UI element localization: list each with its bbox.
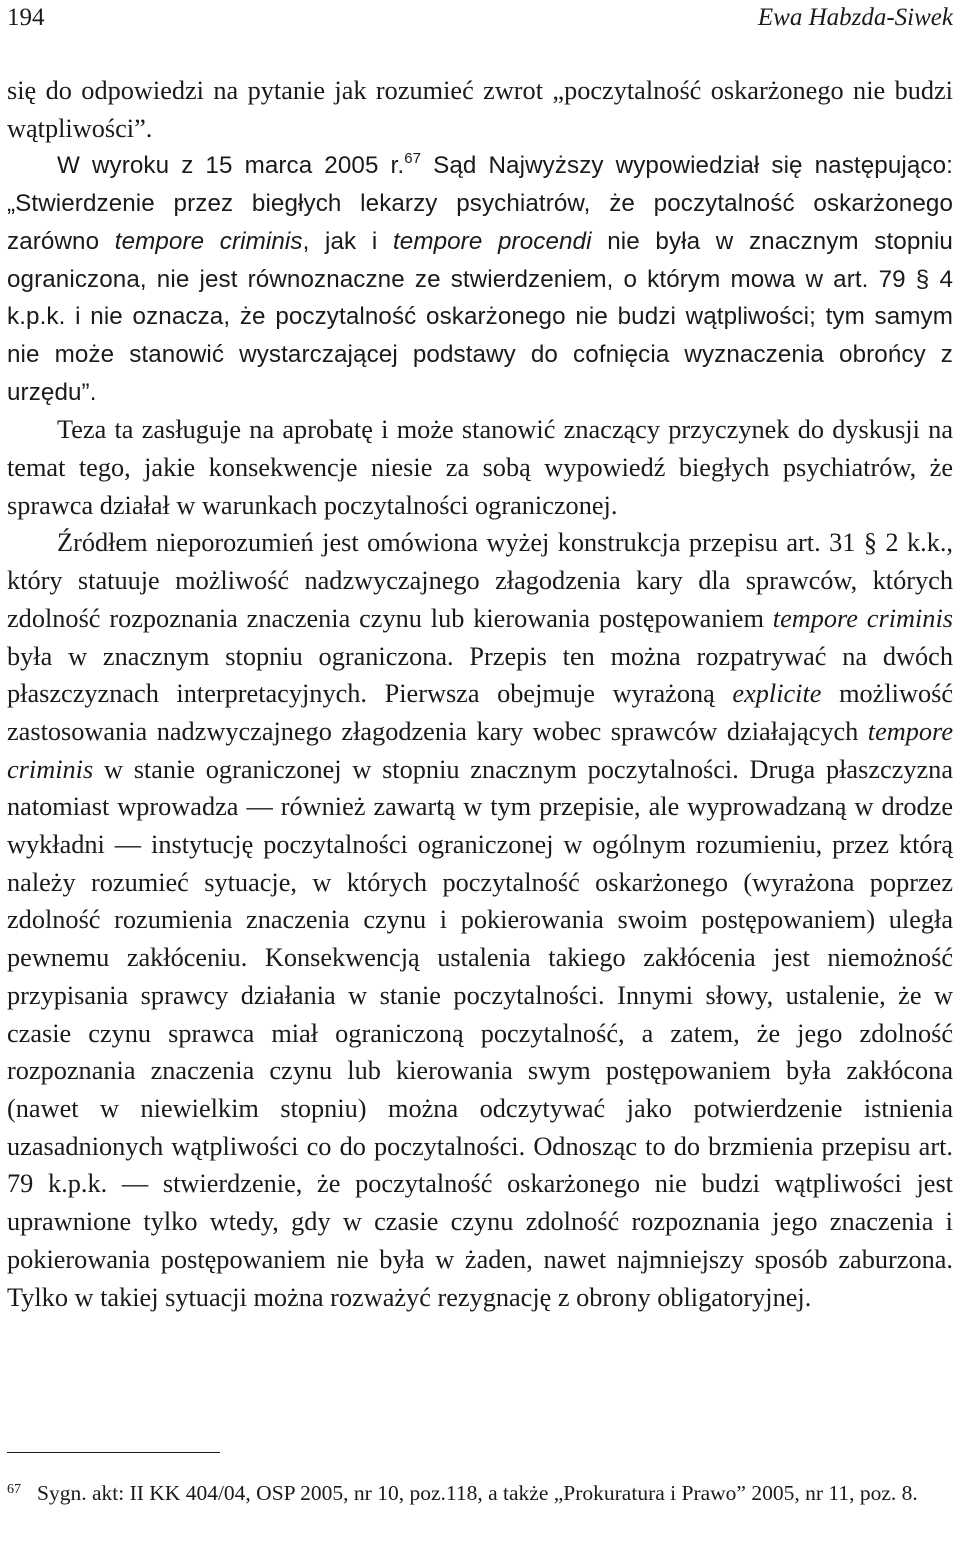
footnote-divider (7, 1452, 220, 1453)
page-number: 194 (7, 4, 45, 31)
paragraph-4-text-b: była w znacznym stopniu ograniczona. Przepis ten można rozpatrywać na dwóch płaszczyznach interpretacyjnych. Pierwsza obejmuje wyrażoną (7, 641, 953, 709)
paragraph-4-italic-3: tempore criminis (7, 716, 953, 784)
paragraph-1-text: się do odpowiedzi na pytanie jak rozumieć zwrot „poczytalność oskarżonego nie budzi wątpliwości”. (7, 76, 953, 143)
paragraph-2-text-a: W wyroku z 15 marca 2005 r. (57, 152, 405, 180)
document-page (7, 0, 953, 1544)
paragraph-4-italic-1: tempore criminis (772, 603, 953, 633)
paragraph-3 (7, 411, 953, 524)
footnote-number: 67 (7, 1482, 21, 1497)
page-header (7, 2, 953, 34)
paragraph-2-text-c: , jak i (302, 227, 393, 255)
footnote-67 (7, 1478, 953, 1508)
paragraph-4-italic-2: explicite (732, 679, 822, 709)
paragraph-4-text-c: możliwość zastosowania nadzwyczajnego złagodzenia kary wobec sprawców działających (7, 679, 954, 746)
paragraph-1 (7, 72, 953, 147)
paragraph-4-text-d: w stanie ograniczonej w stopniu znacznym poczytalności. Druga płaszczyzna natomiast wprowadza — również zawartą w tym przepisie, ale wyprowadzaną w drodze wykładni — instytucję poczytalności ograniczonej w ogólnym rozumieniu, przez którą należy rozumieć sytuacje, w których poczytalność oskarżonego (wyrażona poprzez zdolność rozumienia znaczenia czynu i pokierowania swoim postępowaniem) uległa pewnemu zakłóceniu. Konsekwencją ustalenia takiego zakłócenia jest niemożność przypisania sprawcy działania w stanie poczytalności. Innymi słowy, ustalenie, że w czasie czynu sprawca miał ograniczoną poczytalność, a zatem, że jego zdolność rozpoznania znaczenia czynu lub kierowania swym postępowaniem była zakłócona (nawet w niewielkim stopniu) można odczytywać jako potwierdzenie istnienia uzasadnionych wątpliwości co do poczytalności. Odnosząc to do brzmienia przepisu art. 79 k.p.k. — stwierdzenie, że poczytalność oskarżonego nie budzi wątpliwości jest uprawnione tylko wtedy, gdy w czasie czynu zdolność rozpoznania jego znaczenia i pokierowania postępowaniem nie była w żaden, nawet najmniejszy sposób zaburzona. Tylko w takiej sytuacji można rozważyć rezygnację z obrony obligatoryjnej. (7, 754, 953, 1312)
paragraph-2-text-b: Sąd Najwyższy wypowiedział się następująco: „Stwierdzenie przez biegłych lekarzy psychiatrów, że poczytalność oskarżonego zarówno (7, 152, 953, 255)
paragraph-2-italic-1: tempore criminis (114, 227, 303, 255)
paragraph-2-text-d: nie była w znacznym stopniu ograniczona, nie jest równoznaczne ze stwierdzeniem, o którym mowa w art. 79 § 4 k.p.k. i nie oznacza, że poczytalność oskarżonego nie budzi wątpliwości; tym samym nie może stanowić wystarczającej podstawy do cofnięcia wyznaczenia obrońcy z urzędu”. (7, 227, 953, 406)
running-head-author: Ewa Habzda-Siwek (757, 4, 953, 31)
paragraph-4 (7, 524, 953, 1316)
body-text (7, 72, 953, 1316)
paragraph-2-quotation (7, 147, 953, 411)
paragraph-3-text: Teza ta zasługuje na aprobatę i może stanowić znaczący przyczynek do dyskusji na temat tego, jakie konsekwencje niesie za sobą wypowiedź biegłych psychiatrów, że sprawca działał w warunkach poczytalności ograniczonej. (7, 415, 953, 520)
paragraph-2-italic-2: tempore procendi (392, 227, 592, 255)
paragraph-4-text-a: Źródłem nieporozumień jest omówiona wyżej konstrukcja przepisu art. 31 § 2 k.k., który statuuje możliwość nadzwyczajnego złagodzenia kary dla sprawców, których zdolność rozpoznania znaczenia czynu lub kierowania postępowaniem (7, 528, 953, 633)
footnote-text: Sygn. akt: II KK 404/04, OSP 2005, nr 10, poz.118, a także „Prokuratura i Prawo” 2005, nr 11, poz. 8. (37, 1481, 918, 1505)
footnote-reference-67[interactable]: 67 (404, 150, 422, 168)
